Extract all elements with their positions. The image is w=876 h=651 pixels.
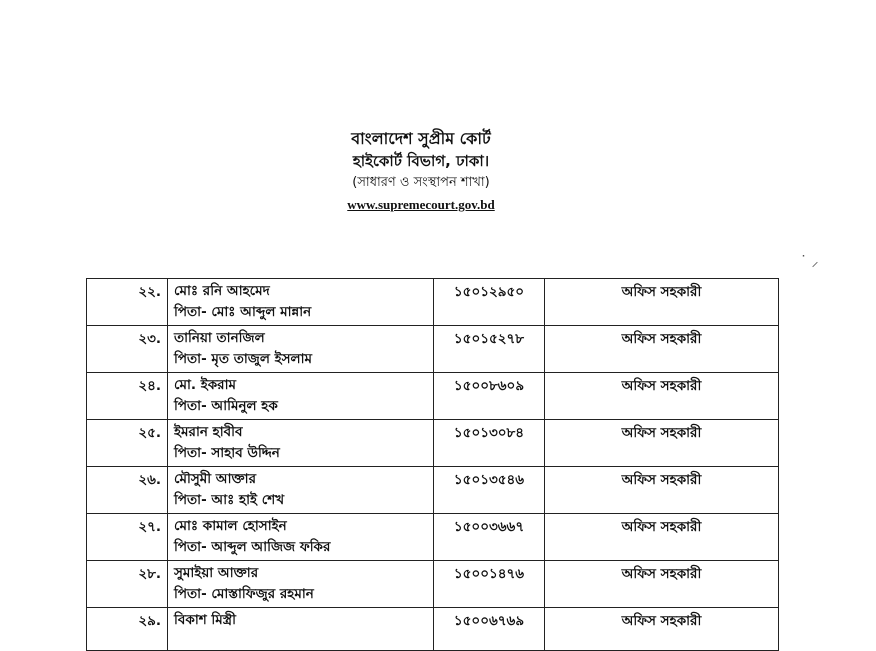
name-cell xyxy=(168,561,434,608)
roll-cell: ১৫০০৬৭৬৯ xyxy=(434,608,545,651)
serial-cell: ২৪. xyxy=(87,373,168,420)
table-row xyxy=(87,561,779,608)
table-row xyxy=(87,326,779,373)
roll-cell: ১৫০১৫২৭৮ xyxy=(434,326,545,373)
name-cell xyxy=(168,514,434,561)
father-name: পিতা- আব্দুল আজিজ ফকির xyxy=(174,539,331,555)
division-name: হাইকোর্ট বিভাগ, ঢাকা। xyxy=(352,152,490,170)
post-cell: অফিস সহকারী xyxy=(545,279,779,326)
roll-cell: ১৫০১২৯৫০ xyxy=(434,279,545,326)
father-name: পিতা- আমিনুল হক xyxy=(174,398,278,414)
candidate-name: তানিয়া তানজিল xyxy=(174,330,265,346)
court-name: বাংলাদেশ সুপ্রীম কোর্ট xyxy=(351,129,491,148)
name-cell xyxy=(168,326,434,373)
father-name: পিতা- মৃত তাজুল ইসলাম xyxy=(174,351,312,367)
candidate-table xyxy=(86,278,779,651)
father-name: পিতা- মোস্তাফিজুর রহমান xyxy=(174,586,314,602)
website-link: www.supremecourt.gov.bd xyxy=(347,197,495,212)
roll-cell: ১৫০০১৪৭৬ xyxy=(434,561,545,608)
father-name: পিতা- আঃ হাই শেখ xyxy=(174,492,285,508)
serial-cell: ২৮. xyxy=(87,561,168,608)
post-cell: অফিস সহকারী xyxy=(545,608,779,651)
table-row xyxy=(87,467,779,514)
candidate-name: ইমরান হাবীব xyxy=(174,424,243,440)
father-name: পিতা- মোঃ আব্দুল মান্নান xyxy=(174,304,312,320)
post-cell: অফিস সহকারী xyxy=(545,514,779,561)
candidate-name: মোঃ রনি আহমেদ xyxy=(174,283,270,299)
post-cell: অফিস সহকারী xyxy=(545,420,779,467)
table-row xyxy=(87,373,779,420)
post-cell: অফিস সহকারী xyxy=(545,373,779,420)
serial-cell: ২৩. xyxy=(87,326,168,373)
candidate-name: মৌসুমী আক্তার xyxy=(174,471,257,487)
roll-cell: ১৫০১৩৫৪৬ xyxy=(434,467,545,514)
serial-cell: ২৯. xyxy=(87,608,168,651)
roll-cell: ১৫০০৮৬০৯ xyxy=(434,373,545,420)
document-header xyxy=(0,128,842,216)
roll-cell: ১৫০১৩০৮৪ xyxy=(434,420,545,467)
post-cell: অফিস সহকারী xyxy=(545,561,779,608)
father-name: পিতা- সাহাব উদ্দিন xyxy=(174,445,280,461)
table-row xyxy=(87,279,779,326)
name-cell xyxy=(168,420,434,467)
post-cell: অফিস সহকারী xyxy=(545,326,779,373)
name-cell xyxy=(168,467,434,514)
serial-cell: ২৫. xyxy=(87,420,168,467)
section-name: (সাধারণ ও সংস্থাপন শাখা) xyxy=(352,175,490,190)
table-row xyxy=(87,420,779,467)
name-cell xyxy=(168,608,434,651)
candidate-name: মোঃ কামাল হোসাইন xyxy=(174,518,287,534)
serial-cell: ২৭. xyxy=(87,514,168,561)
serial-cell: ২৬. xyxy=(87,467,168,514)
post-cell: অফিস সহকারী xyxy=(545,467,779,514)
table-row xyxy=(87,608,779,651)
table-row xyxy=(87,514,779,561)
name-cell xyxy=(168,279,434,326)
candidate-name: সুমাইয়া আক্তার xyxy=(174,565,259,581)
candidate-name: বিকাশ মিস্ত্রী xyxy=(174,612,236,628)
roll-cell: ১৫০০৩৬৬৭ xyxy=(434,514,545,561)
candidate-name: মো. ইকরাম xyxy=(174,377,237,393)
name-cell xyxy=(168,373,434,420)
serial-cell: ২২. xyxy=(87,279,168,326)
scan-marks: ˙ ⸝ xyxy=(800,254,819,270)
